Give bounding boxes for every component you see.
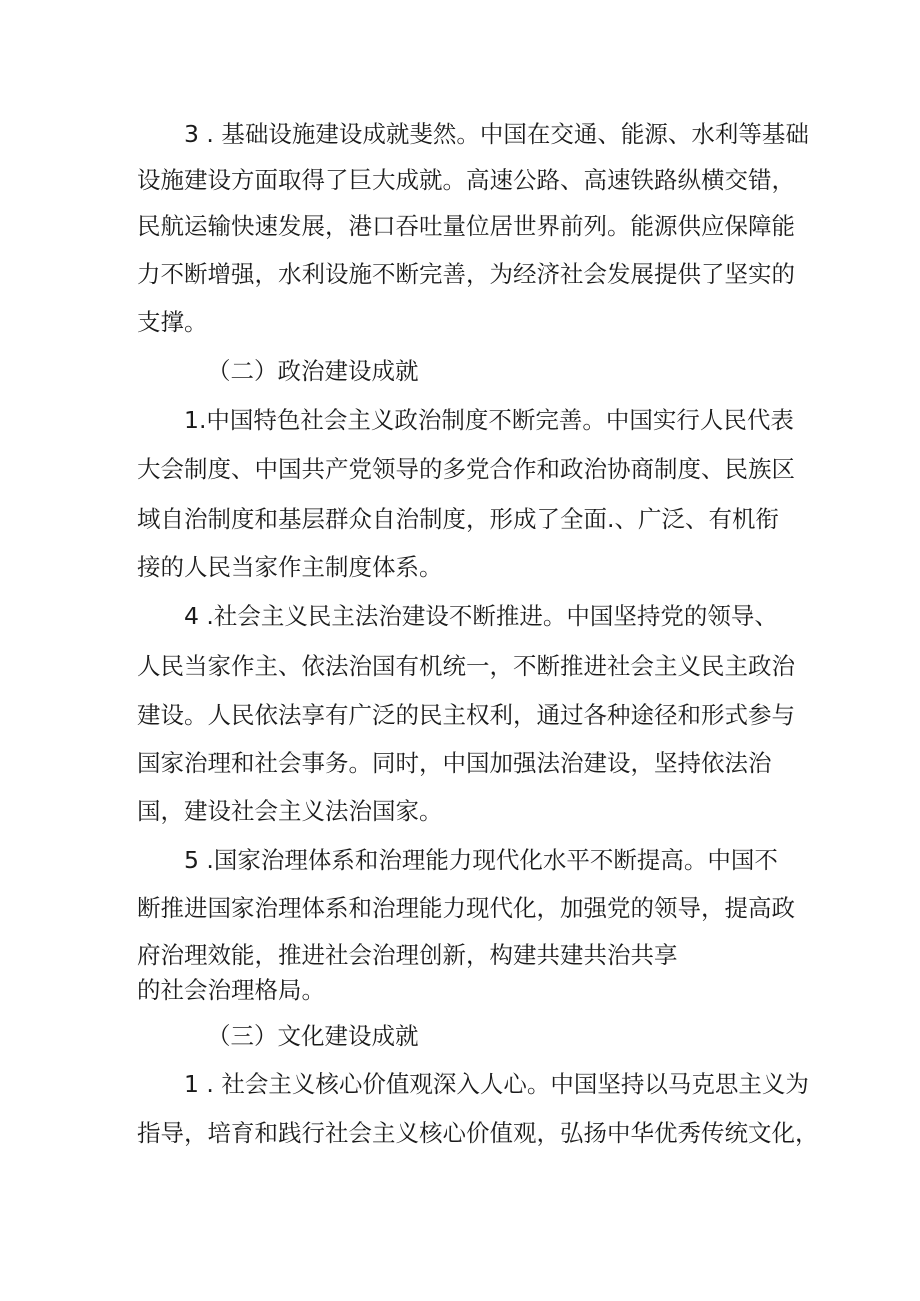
- paragraph-governance-line-4: 的社会治理格局。: [137, 976, 325, 1004]
- paragraph-infrastructure-line-3: 民航运输快速发展，港口吞吐量位居世界前列。能源供应保障能: [137, 212, 795, 240]
- paragraph-rule-of-law-line-5: 国，建设社会主义法治国家。: [137, 797, 443, 825]
- paragraph-rule-of-law-line-4: 国家治理和社会事务。同时，中国加强法治建设，坚持依法治: [137, 749, 772, 777]
- paragraph-political-system-line-2: 大会制度、中国共产党领导的多党合作和政治协商制度、民族区: [137, 455, 795, 483]
- paragraph-infrastructure-line-1: 3 . 基础设施建设成就斐然。中国在交通、能源、水利等基础: [184, 120, 809, 148]
- paragraph-infrastructure-line-4: 力不断增强，水利设施不断完善，为经济社会发展提供了坚实的: [137, 260, 795, 288]
- paragraph-core-values-line-1: 1 . 社会主义核心价值观深入人心。中国坚持以马克思主义为: [184, 1070, 809, 1098]
- paragraph-political-system-line-1: 1.中国特色社会主义政治制度不断完善。中国实行人民代表: [184, 406, 794, 434]
- paragraph-core-values-line-2: 指导，培育和践行社会主义核心价值观，弘扬中华优秀传统文化，: [137, 1119, 819, 1147]
- paragraph-rule-of-law-line-1: 4 .社会主义民主法治建设不断推进。中国坚持党的领导、: [184, 602, 778, 630]
- section-heading-cultural: （三）文化建设成就: [207, 1022, 419, 1050]
- paragraph-political-system-line-3: 域自治制度和基层群众自治制度，形成了全面.、广泛、有机衔: [137, 505, 779, 533]
- paragraph-infrastructure-line-5: 支撑。: [137, 308, 208, 336]
- paragraph-governance-line-2: 断推进国家治理体系和治理能力现代化，加强党的领导，提高政: [137, 894, 795, 922]
- paragraph-political-system-line-4: 接的人民当家作主制度体系。: [137, 553, 443, 581]
- paragraph-infrastructure-line-2: 设施建设方面取得了巨大成就。高速公路、高速铁路纵横交错，: [137, 166, 795, 194]
- paragraph-governance-line-3: 府治理效能，推进社会治理创新，构建共建共治共享: [137, 941, 678, 969]
- paragraph-governance-line-1: 5 .国家治理体系和治理能力现代化水平不断提高。中国不: [184, 846, 778, 874]
- paragraph-rule-of-law-line-2: 人民当家作主、依法治国有机统一，不断推进社会主义民主政治: [137, 652, 795, 680]
- paragraph-rule-of-law-line-3: 建设。人民依法享有广泛的民主权利，通过各种途径和形式参与: [137, 701, 795, 729]
- section-heading-political: （二）政治建设成就: [207, 357, 419, 385]
